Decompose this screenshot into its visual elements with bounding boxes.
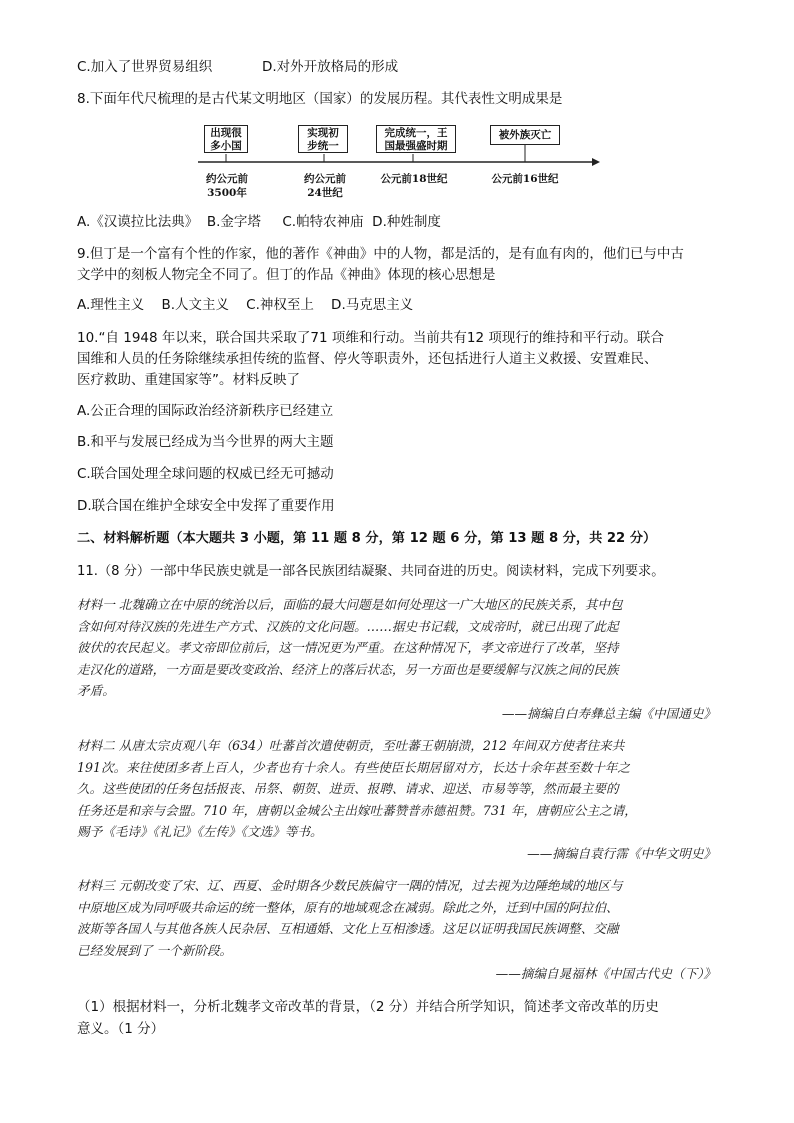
q10-stem-line3: 医疗救助、重建国家等”。材料反映了 bbox=[77, 372, 300, 388]
timeline-date-1: 约公元前 3500年 bbox=[206, 173, 248, 199]
q10-stem-line1: 10.“自 1948 年以来，联合国共采取了71 项维和行动。当前共有12 项现行的维持和平行动。联合 bbox=[77, 330, 664, 346]
timeline-event-2: 实现初 步统一 bbox=[298, 125, 348, 153]
q8-options: A.《汉谟拉比法典》 B.金字塔 C.帕特农神庙 D.种姓制度 bbox=[77, 214, 441, 230]
timeline-date-4: 公元前16世纪 bbox=[491, 173, 559, 185]
material-2: 材料二 从唐太宗贞观八年（634）吐蕃首次遣使朝贡，至吐蕃王朝崩溃，212 年间双方使者往来共 191次。来往使团多者上百人，少者也有十余人。有些使臣长期居留对方，长达十余年甚至数十年之 久。这些使团的任务包括报丧、吊祭、朝贺、进贡、报聘、请求、迎送、市易等等，然而最主要的 任务还是和亲与会盟。710 年，唐朝以金城公主出嫁吐蕃赞普赤德祖赞。731 年，唐朝应公主之请， 赐予《毛诗》《礼记》《左传》《文选》等书。 bbox=[77, 738, 637, 839]
timeline-event-3: 完成统一，王 国最强盛时期 bbox=[376, 125, 456, 153]
section2-heading: 二、材料解析题（本大题共 3 小题，第 11 题 8 分，第 12 题 6 分，第 13 题 8 分，共 22 分） bbox=[77, 531, 657, 546]
q7-option-d: D.对外开放格局的形成 bbox=[262, 59, 399, 75]
q9-options: A.理性主义 B.人文主义 C.神权至上 D.马克思主义 bbox=[77, 297, 414, 313]
q10-option-c: C.联合国处理全球问题的权威已经无可撼动 bbox=[77, 466, 334, 482]
q10-option-d: D.联合国在维护全球安全中发挥了重要作用 bbox=[77, 498, 335, 514]
material-2-source: ——摘编自袁行霈《中华文明史》 bbox=[527, 846, 716, 861]
q10-option-a: A.公正合理的国际政治经济新秩序已经建立 bbox=[77, 403, 334, 419]
q11-intro: 11.（8 分）一部中华民族史就是一部各民族团结凝聚、共同奋进的历史。阅读材料，完成下列要求。 bbox=[77, 564, 665, 579]
q10-stem-line2: 国维和人员的任务除继续承担传统的监督、停火等职责外，还包括进行人道主义救援、安置难民、 bbox=[77, 351, 658, 367]
q8-timeline bbox=[190, 122, 610, 206]
q11-sub1-line2: 意义。（1 分） bbox=[77, 1021, 165, 1037]
q8-stem: 8.下面年代尺梳理的是古代某文明地区（国家）的发展历程。其代表性文明成果是 bbox=[77, 91, 563, 107]
q9-stem-line2: 文学中的刻板人物完全不同了。但丁的作品《神曲》体现的核心思想是 bbox=[77, 267, 496, 283]
q9-stem-line1: 9.但丁是一个富有个性的作家，他的著作《神曲》中的人物，都是活的，是有血有肉的，他们已与中古 bbox=[77, 246, 684, 262]
timeline-event-1: 出现很 多小国 bbox=[204, 125, 248, 153]
material-1-source: ——摘编自白寿彝总主编《中国通史》 bbox=[501, 706, 716, 721]
material-1: 材料一 北魏确立在中原的统治以后，面临的最大问题是如何处理这一广大地区的民族关系，其中包 含如何对待汉族的先进生产方式、汉族的文化问题。……据史书记载，文成帝时，就已出现了此起 彼伏的农民起义。孝文帝即位前后，这一情况更为严重。在这种情况下，孝文帝进行了改革，坚持 走汉化的道路，一方面是要改变政治、经济上的落后状态，另一方面也是要缓解与汉族之间的民族 矛盾。 bbox=[77, 597, 623, 698]
q7-option-c: C.加入了世界贸易组织 bbox=[77, 59, 213, 75]
q11-sub1-line1: （1）根据材料一，分析北魏孝文帝改革的背景，（2 分）并结合所学知识，简述孝文帝改革的历史 bbox=[77, 999, 659, 1015]
timeline-date-3: 公元前18世纪 bbox=[380, 173, 448, 185]
timeline-date-2: 约公元前 24世纪 bbox=[304, 173, 346, 199]
material-3: 材料三 元朝改变了宋、辽、西夏、金时期各少数民族偏守一隅的情况，过去视为边陲绝域的地区与 中原地区成为同呼吸共命运的统一整体，原有的地域观念在减弱。除此之外，迁到中国的阿拉伯、 波斯等各国人与其他各族人民杂居、互相通婚、文化上互相渗透。这足以证明我国民族调整、交融 已经发展到了 一个新阶段。 bbox=[77, 878, 623, 958]
material-3-source: ——摘编自晁福林《中国古代史（下）》 bbox=[495, 966, 716, 981]
timeline-event-4: 被外族灭亡 bbox=[490, 125, 560, 145]
q10-option-b: B.和平与发展已经成为当今世界的两大主题 bbox=[77, 434, 334, 450]
